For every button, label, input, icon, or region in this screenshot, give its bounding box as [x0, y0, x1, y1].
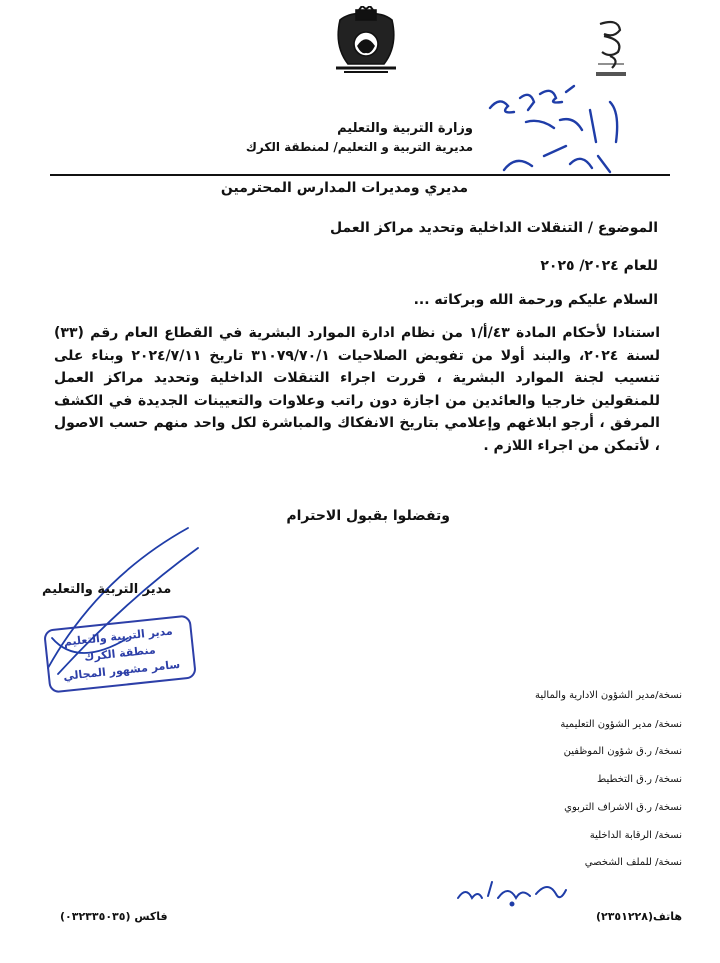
copy-line: نسخة/مدير الشؤون الادارية والمالية	[534, 690, 682, 701]
copy-line: نسخة/ للملف الشخصي	[584, 857, 682, 868]
letter-body: استنادا لأحكام المادة ٤٣/أ/١ من نظام ادارة الموارد البشرية في القطاع العام رقم (٣٣) لسنة ٢٠٢٤، والبند أولا من تفويض الصلاحيات ٣١٠٧٩/٧٠/١ تاريخ ٢٠٢٤/٧/١١ وبناء على تنسيب لجنة الموارد البشرية ، قررت اجراء التنقلات الداخلية وتحديد مراكز العمل للمنقولين خارجيا والعائدين من اجازة دون راتب وعلاوات والتعيينات الجديدة في الكشف المرفق ، أرجو ابلاغهم وإعلامي بتاريخ الانفكاك والمباشرة لكل واحد منهم حسب الاصول ، لأتمكن من اجراء اللازم .	[54, 325, 661, 454]
academic-year-line: للعام ٢٠٢٤/ ٢٠٢٥	[540, 258, 658, 274]
copy-line: نسخة/ الرقابة الداخلية	[589, 830, 682, 841]
copy-line: نسخة/ ر.ق شؤون الموظفين	[563, 746, 682, 757]
closing-line: وتفضلوا بقبول الاحترام	[286, 508, 450, 524]
phone-number: هاتف(٢٣٥١٢٢٨)	[595, 910, 682, 923]
copy-line: نسخة/ ر.ق التخطيط	[596, 774, 682, 785]
copy-line: نسخة/ ر.ق الاشراف التربوي	[564, 802, 682, 813]
header-divider	[50, 174, 670, 176]
fax-number: فاكس (٠٣٢٣٣٥٠٣٥)	[60, 910, 168, 923]
signatory-title: مدير التربية والتعليم	[42, 582, 172, 597]
copy-line: نسخة/ مدير الشؤون التعليمية	[560, 719, 682, 730]
royal-crest-icon	[326, 6, 406, 76]
stamp-region: منطقة الكرك	[83, 643, 157, 664]
handwritten-reference-number	[470, 72, 640, 182]
handwritten-initials	[452, 868, 572, 912]
stamp-name: سامر مشهور المجالي	[62, 657, 181, 684]
ministry-name: وزارة التربية والتعليم	[337, 121, 473, 136]
recipients-line: مديري ومديرات المدارس المحترمين	[220, 180, 468, 196]
stamp-title: مدير التربية والتعليم	[63, 624, 174, 649]
directorate-name: مديرية التربية و التعليم/ لمنطقة الكرك	[245, 140, 473, 154]
subject-line: الموضوع / التنقلات الداخلية وتحديد مراكز العمل	[329, 220, 658, 236]
greeting-line: السلام عليكم ورحمة الله وبركاته ...	[413, 292, 658, 308]
